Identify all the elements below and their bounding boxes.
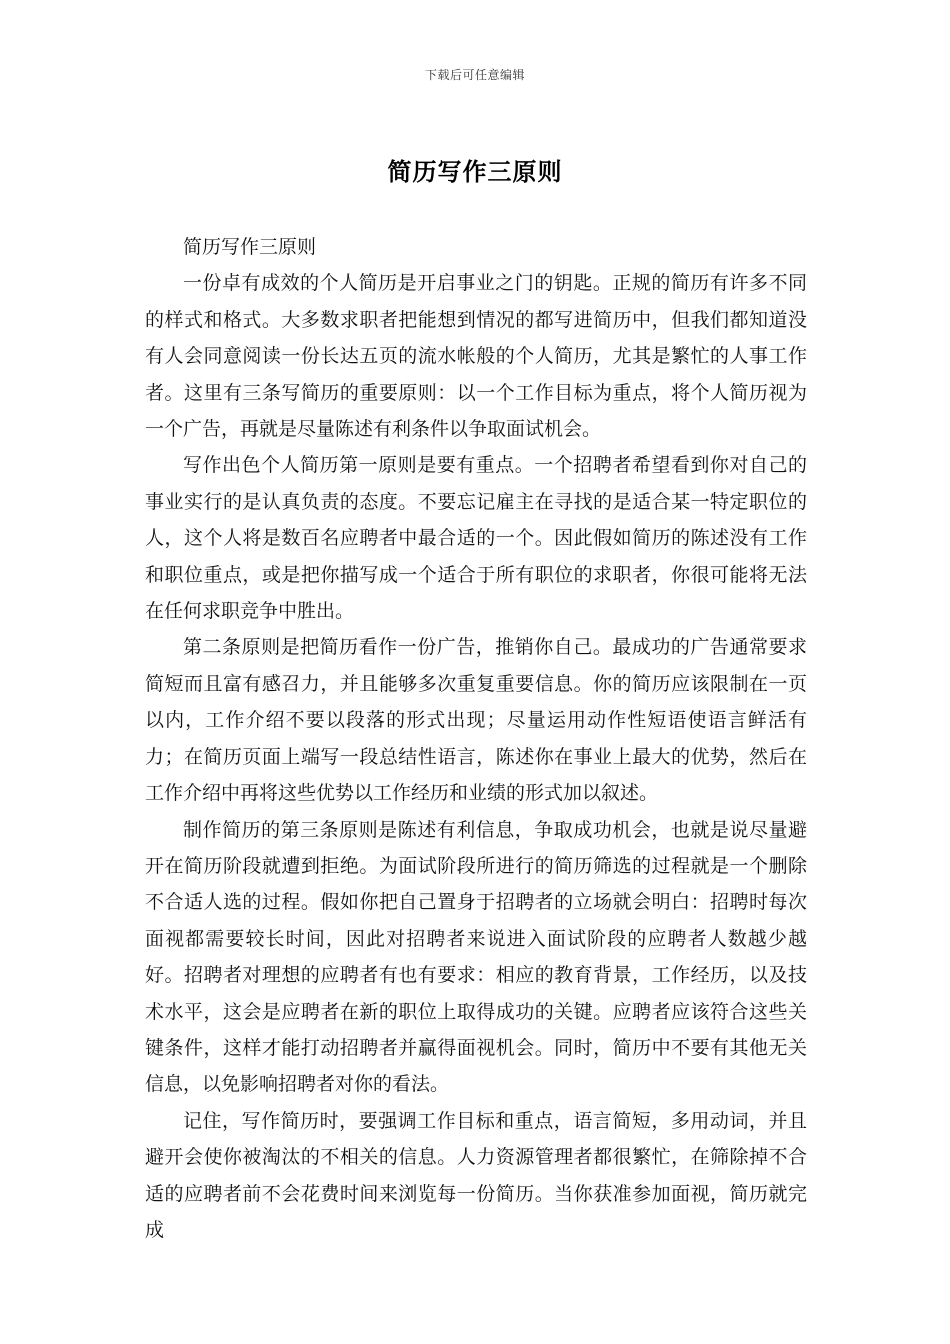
- paragraph-principle-three: 制作简历的第三条原则是陈述有利信息，争取成功机会，也就是说尽量避开在简历阶段就遭到拒绝。为面试阶段所进行的简历筛选的过程就是一个删除不合适人选的过程。假如你把自己置身于招聘者的立场就会明白：招聘时每次面视都需要较长时间，因此对招聘者来说进入面试阶段的应聘者人数越少越好。招聘者对理想的应聘者有也有要求：相应的教育背景，工作经历，以及技术水平，这会是应聘者在新的职位上取得成功的关键。应聘者应该符合这些关键条件，这样才能打动招聘者并赢得面视机会。同时，简历中不要有其他无关信息，以免影响招聘者对你的看法。: [145, 818, 807, 1096]
- paragraph-subtitle: 简历写作三原则: [183, 236, 317, 258]
- document-body: [145, 229, 807, 1248]
- header-note: 下载后可任意编辑: [424, 68, 525, 82]
- paragraph-summary: 记住，写作简历时，要强调工作目标和重点，语言简短，多用动词，并且避开会使你被淘汰的不相关的信息。人力资源管理者都很繁忙，在筛除掉不合适的应聘者前不会花费时间来浏览每一份简历。当你获准参加面视，简历就完成: [145, 1109, 807, 1241]
- paragraph-principle-one: 写作出色个人简历第一原则是要有重点。一个招聘者希望看到你对自己的事业实行的是认真负责的态度。不要忘记雇主在寻找的是适合某一特定职位的人，这个人将是数百名应聘者中最合适的一个。因此假如简历的陈述没有工作和职位重点，或是把你描写成一个适合于所有职位的求职者，你很可能将无法在任何求职竞争中胜出。: [145, 454, 807, 623]
- paragraph-intro: 一份卓有成效的个人简历是开启事业之门的钥匙。正规的简历有许多不同的样式和格式。大多数求职者把能想到情况的都写进简历中，但我们都知道没有人会同意阅读一份长达五页的流水帐般的个人简历，尤其是繁忙的人事工作者。这里有三条写简历的重要原则：以一个工作目标为重点，将个人简历视为一个广告，再就是尽量陈述有利条件以争取面试机会。: [145, 272, 807, 441]
- paragraph-principle-two: 第二条原则是把简历看作一份广告，推销你自己。最成功的广告通常要求简短而且富有感召力，并且能够多次重复重要信息。你的简历应该限制在一页以内，工作介绍不要以段落的形式出现；尽量运用动作性短语使语言鲜活有力；在简历页面上端写一段总结性语言，陈述你在事业上最大的优势，然后在工作介绍中再将这些优势以工作经历和业绩的形式加以叙述。: [145, 636, 807, 805]
- document-title: 简历写作三原则: [387, 157, 563, 186]
